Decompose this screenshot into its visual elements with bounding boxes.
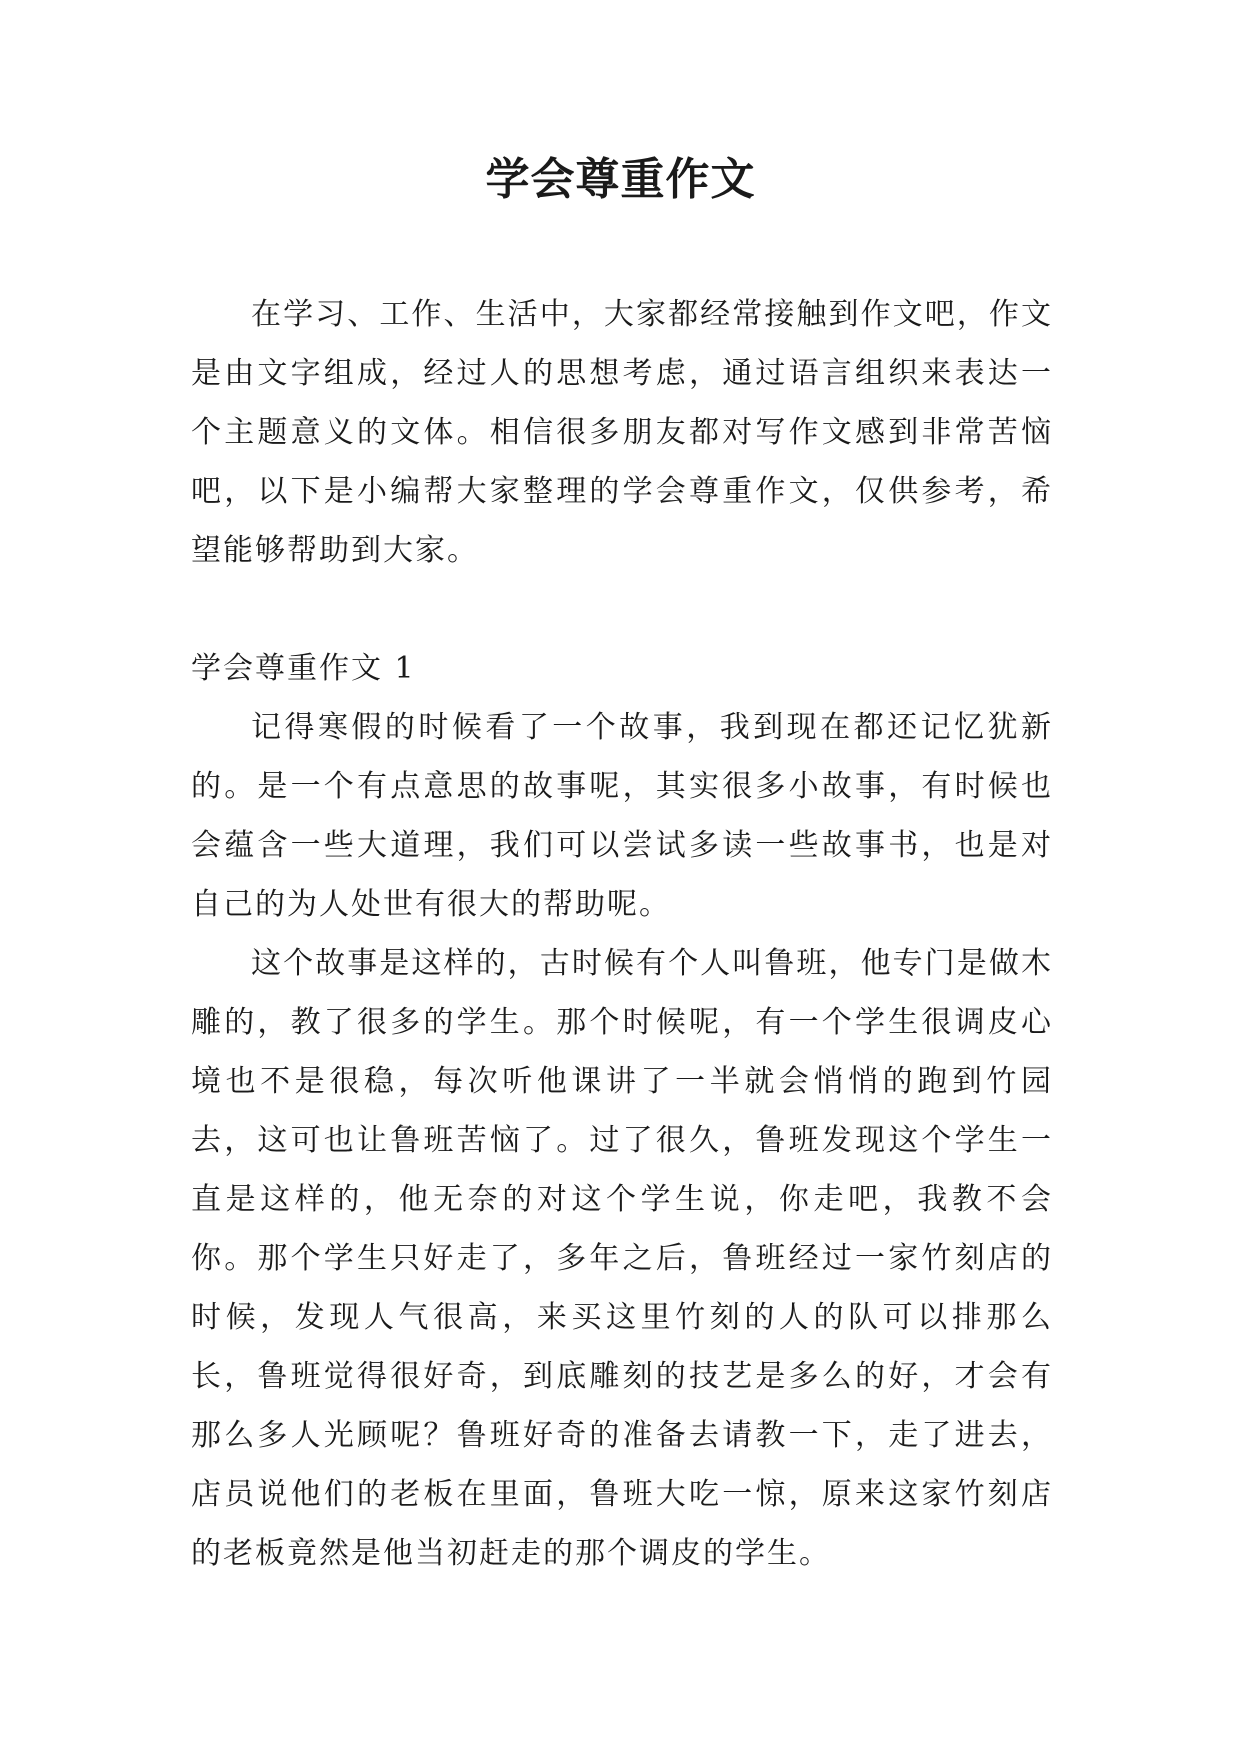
- document-title: 学会尊重作文: [485, 154, 756, 205]
- section-paragraph-1: 记得寒假的时候看了一个故事，我到现在都还记忆犹新的。是一个有点意思的故事呢，其实很多小故事，有时候也会蕴含一些大道理，我们可以尝试多读一些故事书，也是对自己的为人处世有很大的帮助呢。: [191, 710, 1053, 922]
- section-heading: 学会尊重作文 1: [191, 651, 416, 686]
- paragraph-gap: [191, 580, 1053, 639]
- section-paragraph-2: 这个故事是这样的，古时候有个人叫鲁班，他专门是做木雕的，教了很多的学生。那个时候呢，有一个学生很调皮心境也不是很稳，每次听他课讲了一半就会悄悄的跑到竹园去，这可也让鲁班苦恼了。过了很久，鲁班发现这个学生一直是这样的，他无奈的对这个学生说，你走吧，我教不会你。那个学生只好走了，多年之后，鲁班经过一家竹刻店的时候，发现人气很高，来买这里竹刻的人的队可以排那么长，鲁班觉得很好奇，到底雕刻的技艺是多么的好，才会有那么多人光顾呢？鲁班好奇的准备去请教一下，走了进去，店员说他们的老板在里面，鲁班大吃一惊，原来这家竹刻店的老板竟然是他当初赶走的那个调皮的学生。: [191, 946, 1053, 1571]
- document-body: [191, 285, 1053, 1583]
- intro-paragraph: 在学习、工作、生活中，大家都经常接触到作文吧，作文是由文字组成，经过人的思想考虑，通过语言组织来表达一个主题意义的文体。相信很多朋友都对写作文感到非常苦恼吧，以下是小编帮大家整理的学会尊重作文，仅供参考，希望能够帮助到大家。: [191, 297, 1053, 568]
